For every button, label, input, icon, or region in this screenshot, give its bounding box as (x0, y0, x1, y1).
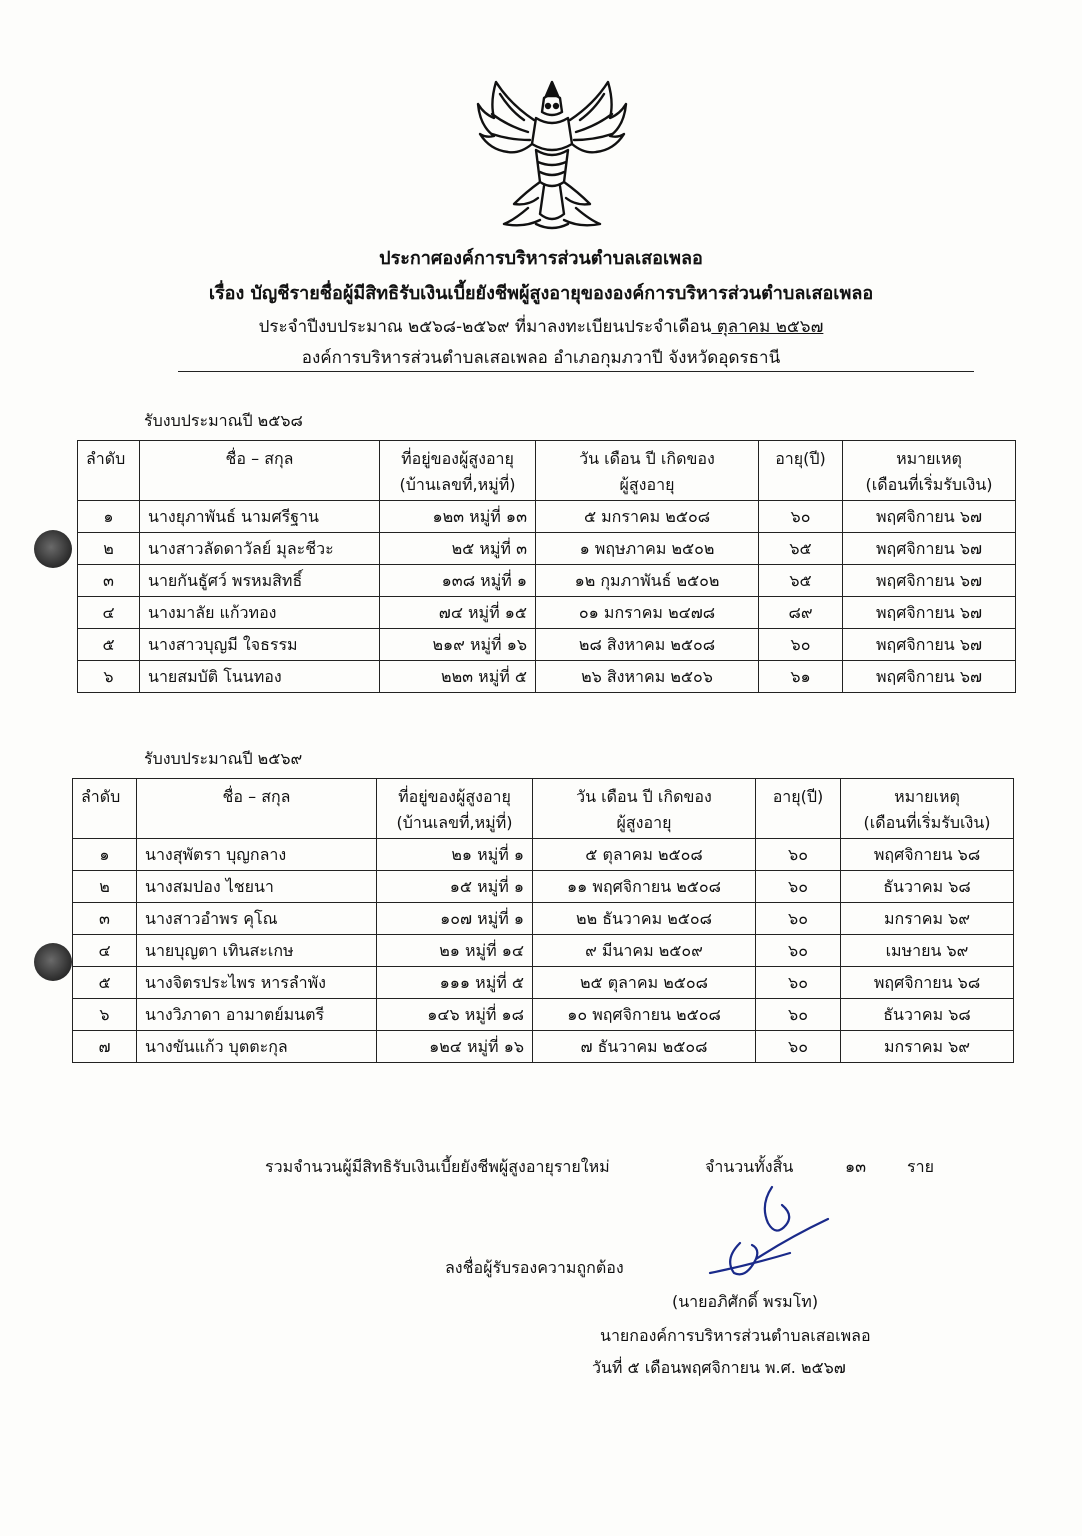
col-no-header: ลำดับ (73, 779, 137, 839)
announcement-subject: เรื่อง บัญชีรายชื่อผู้มีสิทธิรับเงินเบี้ยยังชีพผู้สูงอายุขององค์การบริหารส่วนตำบลเสอเพลอ (208, 283, 874, 304)
budget-year-text: ประจำปีงบประมาณ ๒๕๖๘-๒๕๖๙ ที่มาลงทะเบียนประจำเดือน (258, 317, 712, 337)
recipients-table-2568 (77, 440, 1016, 693)
recipients-table-2569 (72, 778, 1014, 1063)
table-row: ๖ นายสมบัติ โนนทอง ๒๒๓ หมู่ที่ ๕ ๒๖ สิงหาคม ๒๕๐๖ ๖๑ พฤศจิกายน ๖๗ (78, 661, 1016, 693)
summary-total-label: จำนวนทั้งสิ้น (705, 1157, 794, 1176)
table-row: ๒ นางสมปอง ไชยนา ๑๕ หมู่ที่ ๑ ๑๑ พฤศจิกายน ๒๕๐๘ ๖๐ ธันวาคม ๖๘ (73, 871, 1014, 903)
table-header-row (78, 441, 1016, 501)
garuda-emblem (474, 74, 630, 234)
col-note-header: หมายเหตุ (เดือนที่เริ่มรับเงิน) (843, 441, 1016, 501)
organization-line: องค์การบริหารส่วนตำบลเสอเพลอ อำเภอกุมภวาปี จังหวัดอุดรธานี (301, 348, 781, 368)
table-row: ๒ นางสาวลัดดาวัลย์ มุละชีวะ ๒๕ หมู่ที่ ๓ ๑ พฤษภาคม ๒๕๐๒ ๖๕ พฤศจิกายน ๖๗ (78, 533, 1016, 565)
table-row: ๔ นางมาลัย แก้วทอง ๗๔ หมู่ที่ ๑๕ ๐๑ มกราคม ๒๔๗๘ ๘๙ พฤศจิกายน ๖๗ (78, 597, 1016, 629)
col-age-header: อายุ(ปี) (759, 441, 843, 501)
signer-position: นายกองค์การบริหารส่วนตำบลเสอเพลอ (600, 1326, 871, 1345)
table-row: ๕ นางสาวบุญมี ใจธรรม ๒๑๙ หมู่ที่ ๑๖ ๒๘ สิงหาคม ๒๕๐๘ ๖๐ พฤศจิกายน ๖๗ (78, 629, 1016, 661)
signer-name: (นายอภิศักดิ์ พรมโท) (672, 1292, 819, 1311)
table-row: ๓ นายกันธูัศว์ พรหมสิทธิ์ ๑๓๘ หมู่ที่ ๑ ๑๒ กุมภาพันธ์ ๒๕๐๒ ๖๕ พฤศจิกายน ๖๗ (78, 565, 1016, 597)
summary-total-count: ๑๓ (845, 1157, 867, 1176)
section-1-caption: รับงบประมาณปี ๒๕๖๘ (144, 411, 303, 430)
handwritten-signature (690, 1175, 850, 1285)
budget-year-line (0, 313, 1082, 340)
summary-unit: ราย (907, 1157, 934, 1176)
table-row: ๑ นางสุพัตรา บุญกลาง ๒๑ หมู่ที่ ๑ ๕ ตุลาคม ๒๕๐๘ ๖๐ พฤศจิกายน ๖๘ (73, 839, 1014, 871)
col-name-header: ชื่อ – สกุล (137, 779, 377, 839)
col-note-header: หมายเหตุ (เดือนที่เริ่มรับเงิน) (841, 779, 1014, 839)
col-address-header: ที่อยู่ของผู้สูงอายุ (บ้านเลขที่,หมู่ที่) (380, 441, 536, 501)
header-divider (178, 371, 974, 372)
announcement-title: ประกาศองค์การบริหารส่วนตำบลเสอเพลอ (379, 248, 703, 269)
punch-hole-top (34, 530, 72, 568)
table-row: ๗ นางขันแก้ว บุตตะกุล ๑๒๔ หมู่ที่ ๑๖ ๗ ธันวาคม ๒๕๐๘ ๖๐ มกราคม ๖๙ (73, 1031, 1014, 1063)
col-age-header: อายุ(ปี) (756, 779, 841, 839)
table-row: ๕ นางจิตรประไพร หารลำพัง ๑๑๑ หมู่ที่ ๕ ๒๕ ตุลาคม ๒๕๐๘ ๖๐ พฤศจิกายน ๖๘ (73, 967, 1014, 999)
table-header-row (73, 779, 1014, 839)
col-birth-header: วัน เดือน ปี เกิดของ ผู้สูงอายุ (533, 779, 756, 839)
col-no-header: ลำดับ (78, 441, 140, 501)
col-name-header: ชื่อ – สกุล (140, 441, 380, 501)
summary-label: รวมจำนวนผู้มีสิทธิรับเงินเบี้ยยังชีพผู้สูงอายุรายใหม่ (265, 1157, 610, 1176)
table-row: ๔ นายบุญตา เทินสะเกษ ๒๑ หมู่ที่ ๑๔ ๙ มีนาคม ๒๕๐๙ ๖๐ เมษายน ๖๙ (73, 935, 1014, 967)
section-2-caption: รับงบประมาณปี ๒๕๖๙ (144, 749, 303, 768)
table-row: ๖ นางวิภาดา อามาตย์มนตรี ๑๔๖ หมู่ที่ ๑๘ ๑๐ พฤศจิกายน ๒๕๐๘ ๖๐ ธันวาคม ๖๘ (73, 999, 1014, 1031)
col-birth-header: วัน เดือน ปี เกิดของ ผู้สูงอายุ (536, 441, 759, 501)
table-row: ๓ นางสาวอำพร คุโณ ๑๐๗ หมู่ที่ ๑ ๒๒ ธันวาคม ๒๕๐๘ ๖๐ มกราคม ๖๙ (73, 903, 1014, 935)
table-row: ๑ นางยุภาพันธ์ นามศรีฐาน ๑๒๓ หมู่ที่ ๑๓ ๕ มกราคม ๒๕๐๘ ๖๐ พฤศจิกายน ๖๗ (78, 501, 1016, 533)
punch-hole-bottom (34, 943, 72, 981)
col-address-header: ที่อยู่ของผู้สูงอายุ (บ้านเลขที่,หมู่ที่) (377, 779, 533, 839)
signature-date: วันที่ ๕ เดือนพฤศจิกายน พ.ศ. ๒๕๖๗ (592, 1358, 846, 1377)
registration-month: ตุลาคม ๒๕๖๗ (711, 317, 824, 337)
certify-label: ลงชื่อผู้รับรองความถูกต้อง (445, 1258, 624, 1277)
